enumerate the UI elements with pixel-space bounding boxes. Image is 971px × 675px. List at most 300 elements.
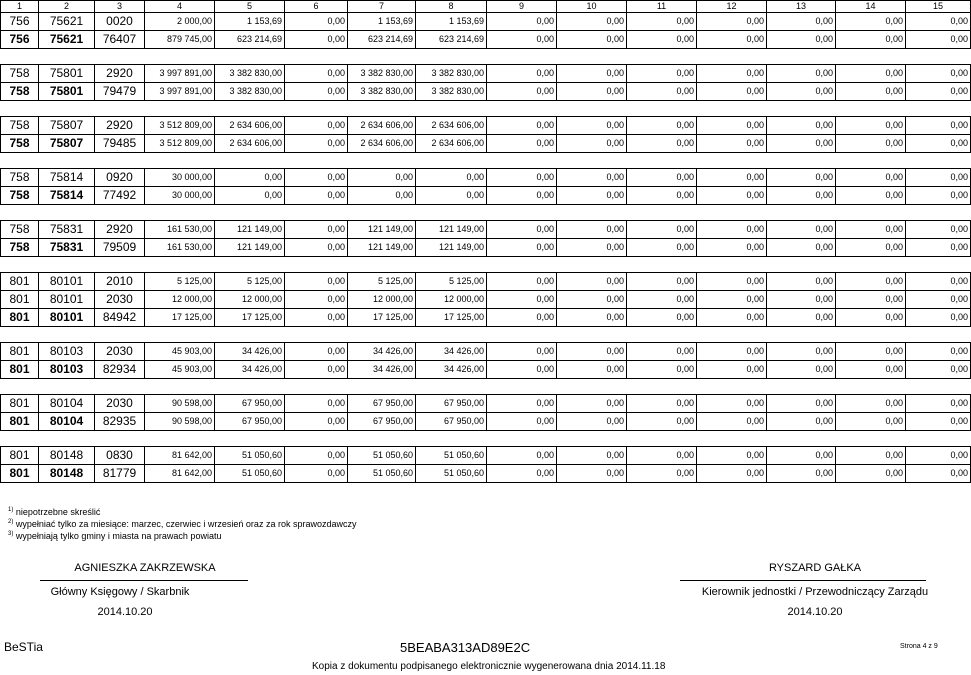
table-cell: 0,00 [906, 465, 971, 483]
table-cell: 0,00 [906, 413, 971, 431]
table-cell: 0,00 [487, 135, 557, 153]
table-cell: 0,00 [627, 65, 697, 83]
table-row-total [1, 83, 971, 101]
table-cell: 77492 [95, 187, 145, 205]
table-cell: 0,00 [557, 273, 627, 291]
table-row-total [1, 187, 971, 205]
table-cell: 801 [1, 309, 39, 327]
table-row [1, 117, 971, 135]
table-cell: 0,00 [836, 291, 906, 309]
table-row [1, 169, 971, 187]
signature-left-date: 2014.10.20 [97, 606, 153, 618]
table-cell: 5 125,00 [215, 273, 285, 291]
table-cell: 0,00 [285, 343, 348, 361]
signature-left-role: Główny Księgowy / Skarbnik [50, 586, 190, 598]
table-cell: 17 125,00 [416, 309, 487, 327]
table-cell: 161 530,00 [145, 239, 215, 257]
table-cell: 0,00 [697, 309, 767, 327]
table-cell: 2 634 606,00 [215, 135, 285, 153]
table-cell: 80104 [39, 413, 95, 431]
group-separator-cell [1, 257, 971, 273]
table-cell: 2010 [95, 273, 145, 291]
table-row [1, 447, 971, 465]
table-cell: 34 426,00 [416, 361, 487, 379]
table-cell: 12 000,00 [348, 291, 416, 309]
table-cell: 0,00 [627, 273, 697, 291]
table-cell: 0,00 [285, 221, 348, 239]
table-cell: 3 382 830,00 [416, 83, 487, 101]
signature-right-name: RYSZARD GAŁKA [768, 562, 862, 574]
table-cell: 12 000,00 [215, 291, 285, 309]
signature-left-line [40, 580, 248, 581]
table-cell: 0,00 [285, 239, 348, 257]
table-cell: 758 [1, 65, 39, 83]
table-cell: 0,00 [285, 117, 348, 135]
table-cell: 121 149,00 [416, 239, 487, 257]
group-separator [1, 379, 971, 395]
table-cell: 30 000,00 [145, 187, 215, 205]
table-cell: 79509 [95, 239, 145, 257]
table-cell: 67 950,00 [416, 395, 487, 413]
group-separator-cell [1, 153, 971, 169]
table-cell: 0,00 [697, 135, 767, 153]
table-cell: 3 512 809,00 [145, 135, 215, 153]
table-cell: 0,00 [487, 239, 557, 257]
table-cell: 0,00 [836, 395, 906, 413]
table-cell: 0,00 [906, 135, 971, 153]
table-cell: 623 214,69 [416, 31, 487, 49]
table-cell: 0920 [95, 169, 145, 187]
column-number-cell: 10 [557, 1, 627, 13]
table-row-total [1, 413, 971, 431]
table-cell: 0,00 [906, 13, 971, 31]
table-cell: 0,00 [627, 361, 697, 379]
table-cell: 801 [1, 343, 39, 361]
footnote-mark: 1) [8, 507, 14, 513]
table-cell: 0,00 [836, 83, 906, 101]
table-cell: 51 050,60 [348, 447, 416, 465]
table-cell: 758 [1, 221, 39, 239]
table-cell: 0,00 [557, 13, 627, 31]
table-cell: 0,00 [557, 83, 627, 101]
table-cell: 2 634 606,00 [416, 117, 487, 135]
table-cell: 34 426,00 [215, 343, 285, 361]
table-cell: 17 125,00 [348, 309, 416, 327]
table-cell: 0,00 [487, 117, 557, 135]
table-cell: 81 642,00 [145, 465, 215, 483]
table-row-total [1, 239, 971, 257]
table-cell: 0,00 [557, 31, 627, 49]
table-cell: 51 050,60 [215, 465, 285, 483]
table-cell: 0,00 [697, 239, 767, 257]
column-number-cell: 1 [1, 1, 39, 13]
column-number-cell: 11 [627, 1, 697, 13]
table-cell: 0,00 [767, 187, 836, 205]
table-cell: 1 153,69 [348, 13, 416, 31]
table-cell: 0,00 [697, 291, 767, 309]
table-cell: 0,00 [767, 361, 836, 379]
group-separator-cell [1, 327, 971, 343]
table-cell: 2 634 606,00 [348, 117, 416, 135]
table-row-total [1, 465, 971, 483]
group-separator-cell [1, 205, 971, 221]
table-cell: 0,00 [627, 309, 697, 327]
group-separator [1, 49, 971, 65]
table-cell: 51 050,60 [215, 447, 285, 465]
table-cell: 75814 [39, 187, 95, 205]
table-cell: 0,00 [627, 413, 697, 431]
table-cell: 0,00 [697, 447, 767, 465]
table-cell: 75801 [39, 83, 95, 101]
signature-right-role: Kierownik jednostki / Przewodniczący Zarządu [701, 586, 929, 598]
table-cell: 2920 [95, 117, 145, 135]
group-separator-cell [1, 379, 971, 395]
table-cell: 1 153,69 [215, 13, 285, 31]
table-cell: 0,00 [487, 221, 557, 239]
group-separator [1, 327, 971, 343]
table-cell: 623 214,69 [215, 31, 285, 49]
table-cell: 2030 [95, 343, 145, 361]
table-cell: 0,00 [557, 135, 627, 153]
table-row [1, 221, 971, 239]
table-cell: 758 [1, 187, 39, 205]
table-cell: 81 642,00 [145, 447, 215, 465]
table-cell: 0,00 [627, 83, 697, 101]
signature-right-line [680, 580, 926, 581]
table-cell: 801 [1, 413, 39, 431]
table-cell: 80103 [39, 343, 95, 361]
table-cell: 84942 [95, 309, 145, 327]
table-cell: 0,00 [767, 83, 836, 101]
table-row-total [1, 135, 971, 153]
table-cell: 0,00 [557, 361, 627, 379]
column-number-cell: 5 [215, 1, 285, 13]
table-cell: 3 512 809,00 [145, 117, 215, 135]
table-cell: 0,00 [697, 413, 767, 431]
table-cell: 2030 [95, 395, 145, 413]
table-cell: 121 149,00 [348, 221, 416, 239]
group-separator [1, 257, 971, 273]
table-cell: 75814 [39, 169, 95, 187]
table-cell: 2 634 606,00 [348, 135, 416, 153]
table-cell: 0,00 [836, 187, 906, 205]
table-cell: 0,00 [767, 117, 836, 135]
table-cell: 80103 [39, 361, 95, 379]
table-cell: 1 153,69 [416, 13, 487, 31]
table-cell: 34 426,00 [348, 343, 416, 361]
column-number-cell: 2 [39, 1, 95, 13]
table-cell: 0,00 [767, 169, 836, 187]
table-cell: 0,00 [285, 413, 348, 431]
table-cell: 0,00 [906, 31, 971, 49]
table-cell: 0,00 [487, 413, 557, 431]
table-cell: 0,00 [557, 239, 627, 257]
table-cell: 0,00 [285, 13, 348, 31]
table-cell: 0,00 [906, 361, 971, 379]
table-cell: 0,00 [906, 169, 971, 187]
table-cell: 801 [1, 465, 39, 483]
table-row [1, 273, 971, 291]
column-number-cell: 4 [145, 1, 215, 13]
table-cell: 0,00 [285, 447, 348, 465]
table-cell: 81779 [95, 465, 145, 483]
table-cell: 0,00 [767, 31, 836, 49]
table-cell: 5 125,00 [348, 273, 416, 291]
group-separator [1, 153, 971, 169]
table-row [1, 291, 971, 309]
table-cell: 0,00 [836, 273, 906, 291]
column-number-cell: 9 [487, 1, 557, 13]
table-cell: 0,00 [285, 169, 348, 187]
table-cell: 0,00 [906, 239, 971, 257]
table-cell: 5 125,00 [416, 273, 487, 291]
table-cell: 2030 [95, 291, 145, 309]
table-cell: 0,00 [557, 413, 627, 431]
footer-document-code: 5BEABA313AD89E2C [400, 640, 531, 655]
table-cell: 0,00 [697, 117, 767, 135]
table-cell: 0,00 [767, 65, 836, 83]
table-cell: 121 149,00 [348, 239, 416, 257]
table-cell: 0,00 [906, 395, 971, 413]
table-cell: 0,00 [487, 65, 557, 83]
table-cell: 2920 [95, 65, 145, 83]
table-cell: 0,00 [627, 291, 697, 309]
table-cell: 75831 [39, 239, 95, 257]
table-cell: 0,00 [487, 83, 557, 101]
table-cell: 0,00 [697, 395, 767, 413]
table-cell: 0,00 [767, 221, 836, 239]
table-cell: 0,00 [487, 465, 557, 483]
table-cell: 67 950,00 [215, 413, 285, 431]
table-cell: 0,00 [416, 169, 487, 187]
table-cell: 0,00 [697, 221, 767, 239]
column-number-cell: 6 [285, 1, 348, 13]
table-row [1, 65, 971, 83]
table-cell: 80101 [39, 309, 95, 327]
table-cell: 0,00 [487, 343, 557, 361]
table-cell: 0,00 [487, 395, 557, 413]
column-number-cell: 12 [697, 1, 767, 13]
table-cell: 75807 [39, 135, 95, 153]
table-cell: 801 [1, 273, 39, 291]
table-cell: 67 950,00 [348, 413, 416, 431]
table-cell: 0,00 [767, 13, 836, 31]
table-cell: 0,00 [348, 169, 416, 187]
table-cell: 0,00 [697, 83, 767, 101]
group-separator-cell [1, 101, 971, 117]
table-cell: 0,00 [627, 31, 697, 49]
table-cell: 82935 [95, 413, 145, 431]
table-cell: 67 950,00 [215, 395, 285, 413]
table-cell: 80101 [39, 273, 95, 291]
table-cell: 0,00 [906, 273, 971, 291]
table-cell: 0,00 [906, 117, 971, 135]
table-cell: 0,00 [627, 117, 697, 135]
table-cell: 0,00 [348, 187, 416, 205]
table-cell: 90 598,00 [145, 413, 215, 431]
column-number-row [1, 1, 971, 13]
table-cell: 67 950,00 [348, 395, 416, 413]
table-cell: 0,00 [906, 221, 971, 239]
table-cell: 0,00 [627, 135, 697, 153]
table-cell: 758 [1, 135, 39, 153]
table-cell: 17 125,00 [215, 309, 285, 327]
table-cell: 75621 [39, 31, 95, 49]
table-cell: 0,00 [836, 13, 906, 31]
table-cell: 75801 [39, 65, 95, 83]
table-cell: 17 125,00 [145, 309, 215, 327]
table-cell: 2 634 606,00 [416, 135, 487, 153]
table-cell: 51 050,60 [416, 447, 487, 465]
table-cell: 80104 [39, 395, 95, 413]
table-cell: 3 997 891,00 [145, 65, 215, 83]
table-cell: 2920 [95, 221, 145, 239]
table-cell: 0,00 [906, 343, 971, 361]
table-cell: 0,00 [557, 343, 627, 361]
table-cell: 0,00 [906, 187, 971, 205]
table-cell: 758 [1, 83, 39, 101]
footnote-text: wypełniać tylko za miesiące: marzec, czerwiec i wrzesień oraz za rok sprawozdawczy [15, 519, 357, 529]
table-cell: 0,00 [697, 169, 767, 187]
table-cell: 758 [1, 239, 39, 257]
table-cell: 0,00 [836, 309, 906, 327]
table-cell: 3 382 830,00 [416, 65, 487, 83]
group-separator [1, 431, 971, 447]
footer-app-name: BeSTia [4, 640, 43, 654]
table-cell: 0,00 [487, 291, 557, 309]
table-cell: 0,00 [906, 83, 971, 101]
table-cell: 79485 [95, 135, 145, 153]
table-cell: 2 000,00 [145, 13, 215, 31]
column-number-cell: 13 [767, 1, 836, 13]
footer-page-number: Strona 4 z 9 [900, 643, 938, 650]
table-cell: 0,00 [285, 135, 348, 153]
table-cell: 0,00 [836, 65, 906, 83]
table-row-total [1, 361, 971, 379]
group-separator [1, 205, 971, 221]
table-cell: 0,00 [697, 361, 767, 379]
table-cell: 0,00 [697, 273, 767, 291]
table-cell: 30 000,00 [145, 169, 215, 187]
table-cell: 161 530,00 [145, 221, 215, 239]
table-cell: 0,00 [767, 395, 836, 413]
table-cell: 0,00 [285, 83, 348, 101]
signature-left-name: AGNIESZKA ZAKRZEWSKA [74, 562, 216, 574]
table-cell: 2 634 606,00 [215, 117, 285, 135]
footnote-mark: 2) [8, 519, 14, 525]
footer-copy-note: Kopia z dokumentu podpisanego elektronicznie wygenerowana dnia 2014.11.18 [312, 661, 666, 672]
footnote [8, 529, 221, 542]
table-cell: 0,00 [697, 465, 767, 483]
table-cell: 0,00 [767, 413, 836, 431]
table-cell: 90 598,00 [145, 395, 215, 413]
column-number-cell: 3 [95, 1, 145, 13]
table-cell: 5 125,00 [145, 273, 215, 291]
table-cell: 0,00 [836, 447, 906, 465]
table-cell: 0,00 [487, 31, 557, 49]
table-cell: 758 [1, 169, 39, 187]
table-cell: 0,00 [285, 465, 348, 483]
table-row [1, 343, 971, 361]
table-cell: 3 382 830,00 [348, 83, 416, 101]
table-cell: 0,00 [557, 465, 627, 483]
table-cell: 0,00 [836, 169, 906, 187]
table-cell: 75831 [39, 221, 95, 239]
table-cell: 0,00 [285, 187, 348, 205]
table-cell: 0,00 [836, 413, 906, 431]
table-cell: 0,00 [285, 309, 348, 327]
table-cell: 3 382 830,00 [215, 65, 285, 83]
table-cell: 34 426,00 [416, 343, 487, 361]
table-cell: 0,00 [487, 13, 557, 31]
table-cell: 3 382 830,00 [348, 65, 416, 83]
table-cell: 0,00 [906, 65, 971, 83]
table-cell: 0,00 [836, 221, 906, 239]
column-number-cell: 14 [836, 1, 906, 13]
column-number-cell: 7 [348, 1, 416, 13]
table-cell: 3 382 830,00 [215, 83, 285, 101]
table-cell: 0,00 [627, 187, 697, 205]
table-cell: 51 050,60 [348, 465, 416, 483]
table-cell: 34 426,00 [215, 361, 285, 379]
table-cell: 34 426,00 [348, 361, 416, 379]
table-cell: 0,00 [836, 117, 906, 135]
table-cell: 0,00 [697, 187, 767, 205]
table-cell: 0,00 [627, 465, 697, 483]
table-cell: 12 000,00 [145, 291, 215, 309]
table-cell: 758 [1, 117, 39, 135]
table-cell: 80101 [39, 291, 95, 309]
footnote-mark: 3) [8, 531, 14, 537]
table-cell: 801 [1, 447, 39, 465]
table-cell: 0,00 [627, 169, 697, 187]
table-cell: 0,00 [557, 65, 627, 83]
table-cell: 0,00 [557, 395, 627, 413]
table-cell: 801 [1, 361, 39, 379]
table-cell: 0,00 [767, 447, 836, 465]
table-cell: 0,00 [487, 361, 557, 379]
table-cell: 0,00 [487, 273, 557, 291]
table-cell: 0,00 [416, 187, 487, 205]
footnote-text: wypełniają tylko gminy i miasta na prawach powiatu [15, 531, 222, 541]
table-cell: 0,00 [285, 273, 348, 291]
table-cell: 0,00 [697, 65, 767, 83]
table-cell: 0,00 [487, 169, 557, 187]
table-cell: 0,00 [627, 221, 697, 239]
table-cell: 0,00 [557, 309, 627, 327]
table-cell: 0,00 [906, 291, 971, 309]
table-cell: 0,00 [215, 169, 285, 187]
table-cell: 623 214,69 [348, 31, 416, 49]
table-cell: 879 745,00 [145, 31, 215, 49]
table-cell: 121 149,00 [215, 221, 285, 239]
table-cell: 75621 [39, 13, 95, 31]
table-cell: 0,00 [697, 13, 767, 31]
table-cell: 0,00 [836, 135, 906, 153]
table-cell: 0,00 [487, 187, 557, 205]
table-cell: 0,00 [285, 395, 348, 413]
table-cell: 0,00 [557, 187, 627, 205]
table-cell: 0,00 [767, 465, 836, 483]
table-row [1, 395, 971, 413]
table-cell: 0,00 [767, 309, 836, 327]
table-cell: 0,00 [285, 31, 348, 49]
group-separator-cell [1, 431, 971, 447]
table-cell: 756 [1, 31, 39, 49]
table-cell: 67 950,00 [416, 413, 487, 431]
table-cell: 121 149,00 [416, 221, 487, 239]
group-separator-cell [1, 49, 971, 65]
